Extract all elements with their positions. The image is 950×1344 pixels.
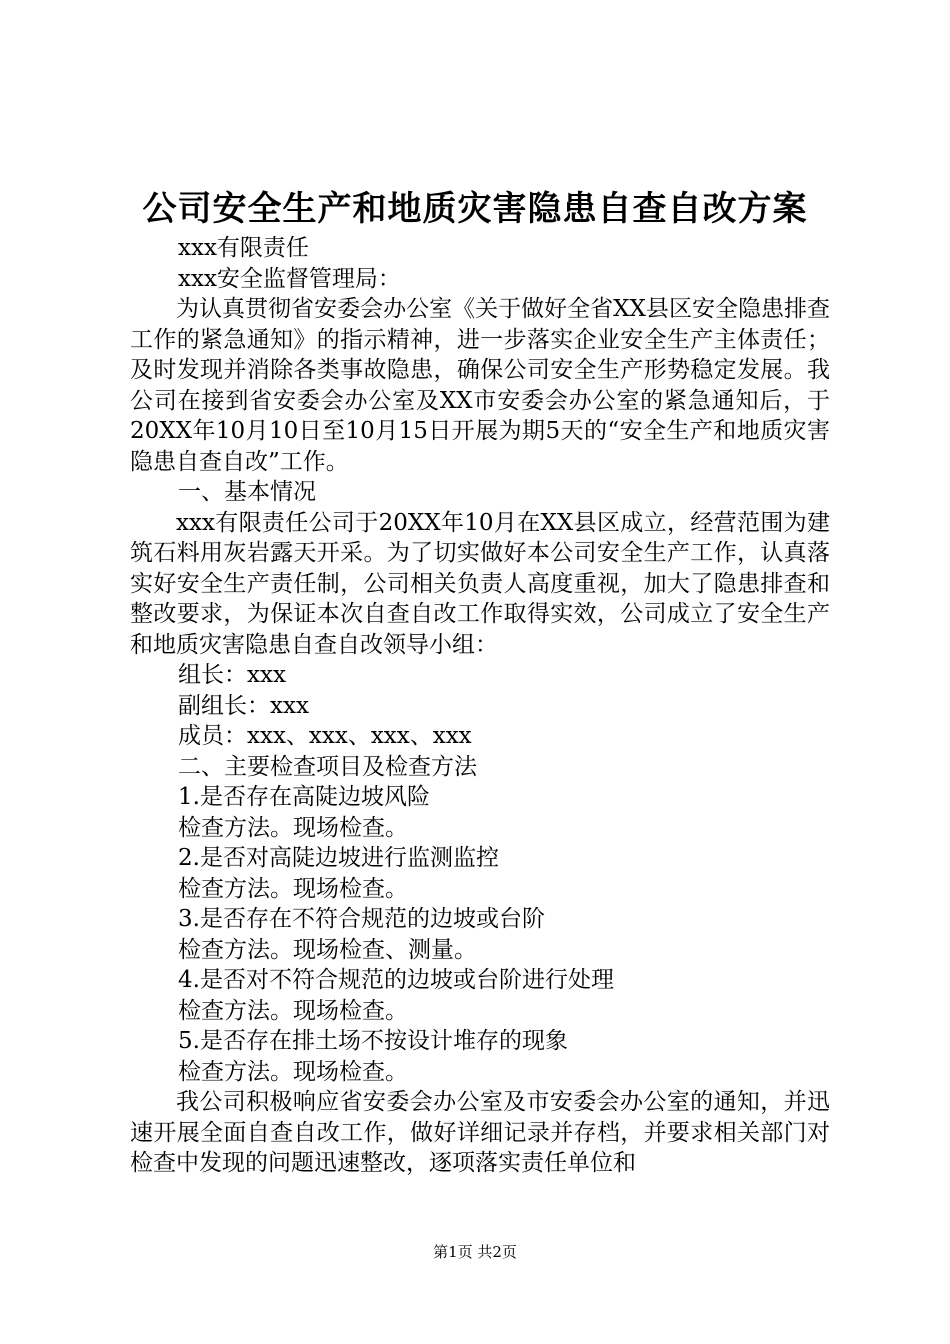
check-item-3: 3.是否存在不符合规范的边坡或台阶 bbox=[178, 906, 545, 932]
recipient-line-1: xxx有限责任 bbox=[178, 235, 309, 261]
check-method-1: 检查方法。现场检查。 bbox=[178, 814, 408, 841]
check-item-4: 4.是否对不符合规范的边坡或台阶进行处理 bbox=[178, 967, 614, 993]
check-item-5: 5.是否存在排土场不按设计堆存的现象 bbox=[178, 1028, 568, 1054]
section-1-heading: 一、基本情况 bbox=[178, 479, 316, 505]
section-1-paragraph: xxx有限责任公司于20XX年10月在XX县区成立，经营范围为建筑石料用灰岩露天开采。为了切实做好本公司安全生产工作，认真落实好安全生产责任制，公司相关负责人高度重视，加大了隐患排查和整改要求，为保证本次自查自改工作取得实效，公司成立了安全生产和地质灾害隐患自查自改领导小组： bbox=[130, 509, 830, 658]
team-members: 成员：xxx、xxx、xxx、xxx bbox=[178, 723, 472, 749]
section-2-heading: 二、主要检查项目及检查方法 bbox=[178, 753, 477, 780]
check-method-3: 检查方法。现场检查、测量。 bbox=[178, 936, 477, 963]
document-body bbox=[130, 233, 830, 1179]
intro-paragraph: 为认真贯彻省安委会办公室《关于做好全省XX县区安全隐患排查工作的紧急通知》的指示精神，进一步落实企业安全生产主体责任；及时发现并消除各类事故隐患，确保公司安全生产形势稳定发展。我公司在接到省安委会办公室及XX市安委会办公室的紧急通知后，于20XX年10月10日至10月15日开展为期5天的“安全生产和地质灾害隐患自查自改”工作。 bbox=[130, 296, 830, 475]
check-item-1: 1.是否存在高陡边坡风险 bbox=[178, 784, 430, 810]
recipient-line-2: xxx安全监督管理局： bbox=[178, 265, 401, 292]
check-method-5: 检查方法。现场检查。 bbox=[178, 1058, 408, 1085]
check-method-4: 检查方法。现场检查。 bbox=[178, 997, 408, 1024]
check-item-2: 2.是否对高陡边坡进行监测监控 bbox=[178, 845, 499, 871]
check-method-2: 检查方法。现场检查。 bbox=[178, 875, 408, 902]
document-title: 公司安全生产和地质灾害隐患自查自改方案 bbox=[142, 189, 808, 229]
page-footer: 第1页 共2页 bbox=[433, 1243, 517, 1261]
team-deputy-leader: 副组长：xxx bbox=[178, 692, 309, 719]
team-leader: 组长：xxx bbox=[178, 662, 286, 688]
closing-paragraph: 我公司积极响应省安委会办公室及市安委会办公室的通知，并迅速开展全面自查自改工作，做好详细记录并存档，并要求相关部门对检查中发现的问题迅速整改，逐项落实责任单位和 bbox=[130, 1089, 830, 1176]
